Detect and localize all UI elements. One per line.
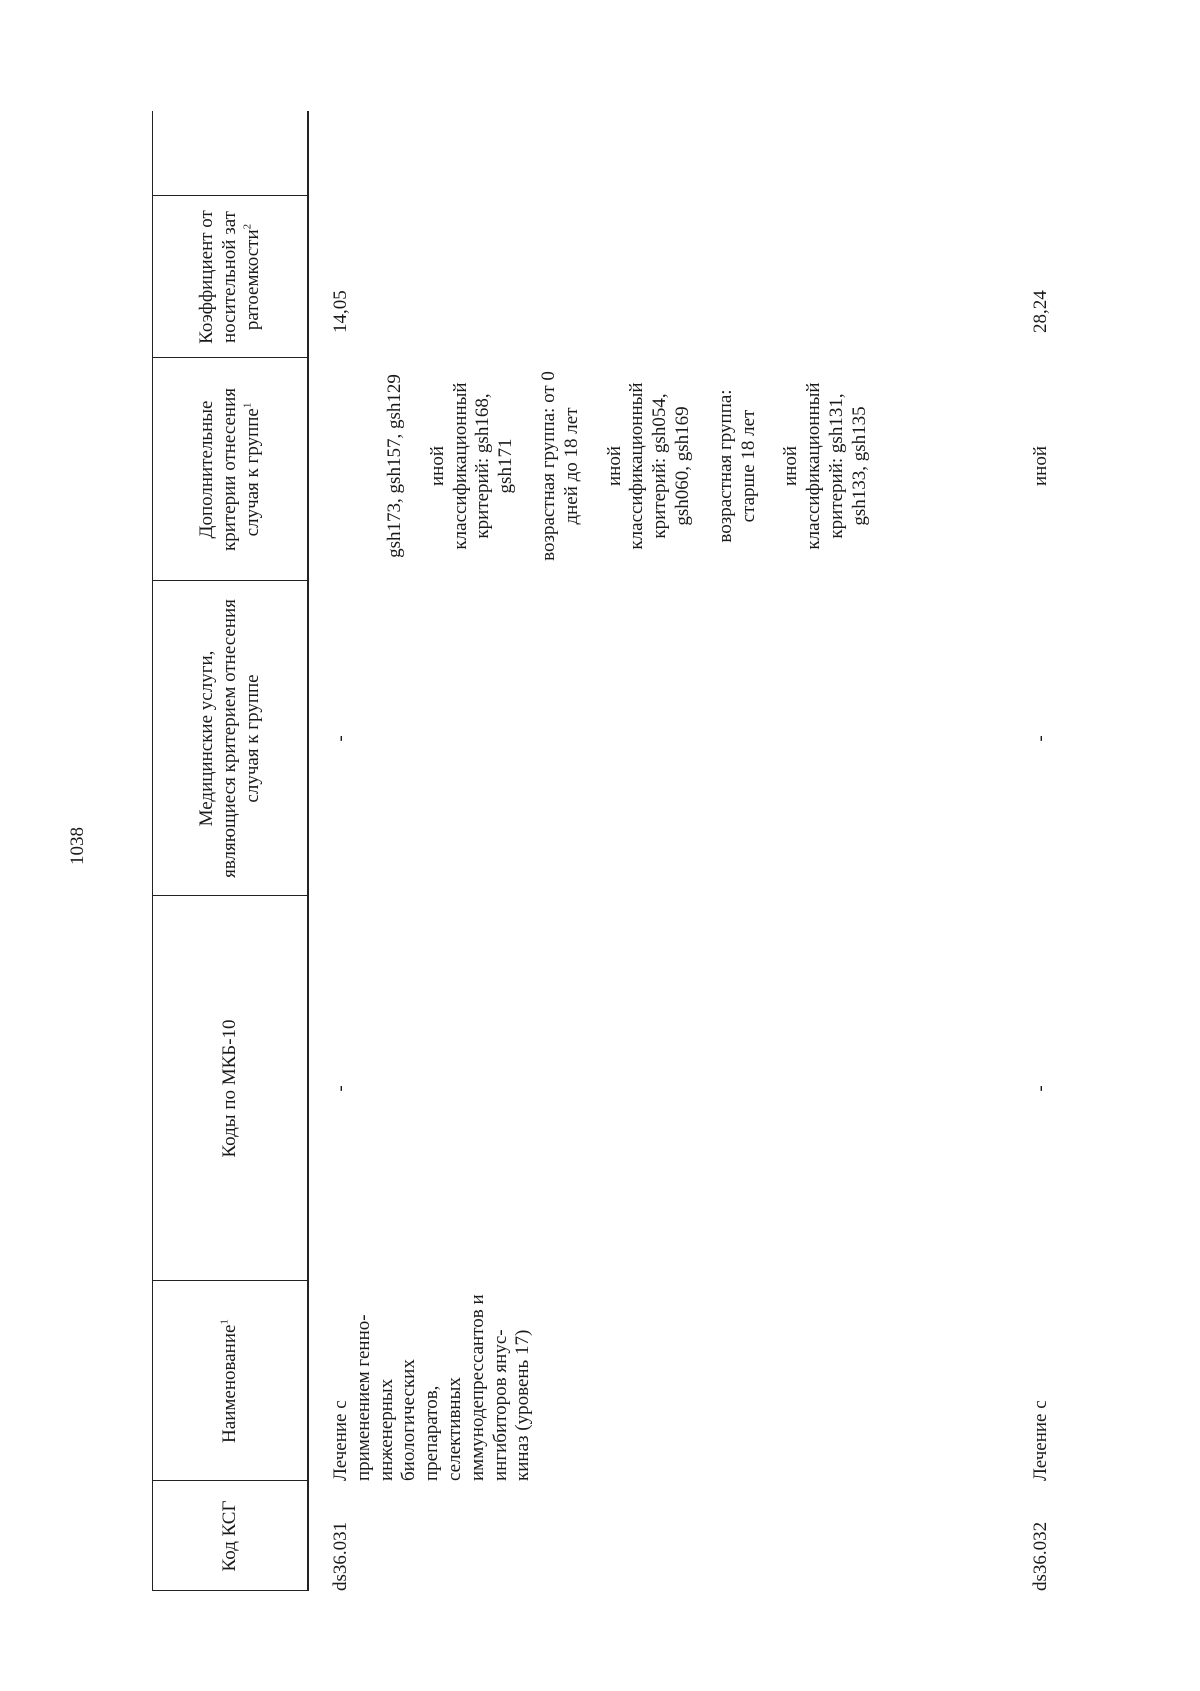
criteria-line: возрастная группа: от 0 дней до 18 лет	[537, 371, 582, 561]
row1-mkb: -	[330, 1085, 351, 1092]
header-criteria: Дополнительные критерии отнесения случая к группе$^1$	[195, 387, 264, 552]
row2-mkb: -	[1030, 1085, 1051, 1092]
criteria-line: иной классификационный критерий: gsh168, gsh171	[426, 382, 517, 550]
header-bottom-rule	[307, 111, 309, 1591]
row2-services: -	[1030, 735, 1051, 742]
row1-coefficient: 14,05	[330, 290, 351, 333]
criteria-line: иной классификационный критерий: gsh054, gsh060, gsh169	[603, 382, 693, 550]
row2-coefficient: 28,24	[1030, 290, 1051, 333]
header-coefficient: Коэффициент относительной затратоемкости$^2$	[195, 210, 264, 344]
row1-services: -	[330, 735, 351, 742]
row2-code: ds36.032	[1030, 1521, 1051, 1591]
header-code: Код КСГ	[218, 1500, 240, 1572]
tariff-table	[152, 111, 1142, 1591]
header-mkb: Коды по МКБ-10	[218, 1019, 240, 1158]
row2-name: Лечение с	[1030, 1400, 1051, 1481]
criteria-line: возрастная группа: старше 18 лет	[714, 389, 759, 543]
row2-criteria	[1030, 366, 1053, 566]
criteria-line: gsh173, gsh157, gsh129	[384, 374, 405, 558]
criteria-line: иной классификационный критерий: gsh131, gsh133, gsh135	[780, 382, 870, 550]
page-number: 1038	[67, 827, 88, 865]
header-services: Медицинские услуги, являющиеся критерием отнесения случая к группе	[195, 599, 264, 878]
row1-criteria	[384, 366, 872, 566]
criteria-line: иной	[1030, 446, 1051, 487]
header-name: Наименование$^1$	[218, 1319, 240, 1443]
row1-name: Лечение с применением генно-инженерных биологических препаратов, селективных иммунодепрессантов и ингибиторов янус-киназ (уровень 17)	[330, 1294, 534, 1481]
row1-code: ds36.031	[330, 1521, 351, 1591]
